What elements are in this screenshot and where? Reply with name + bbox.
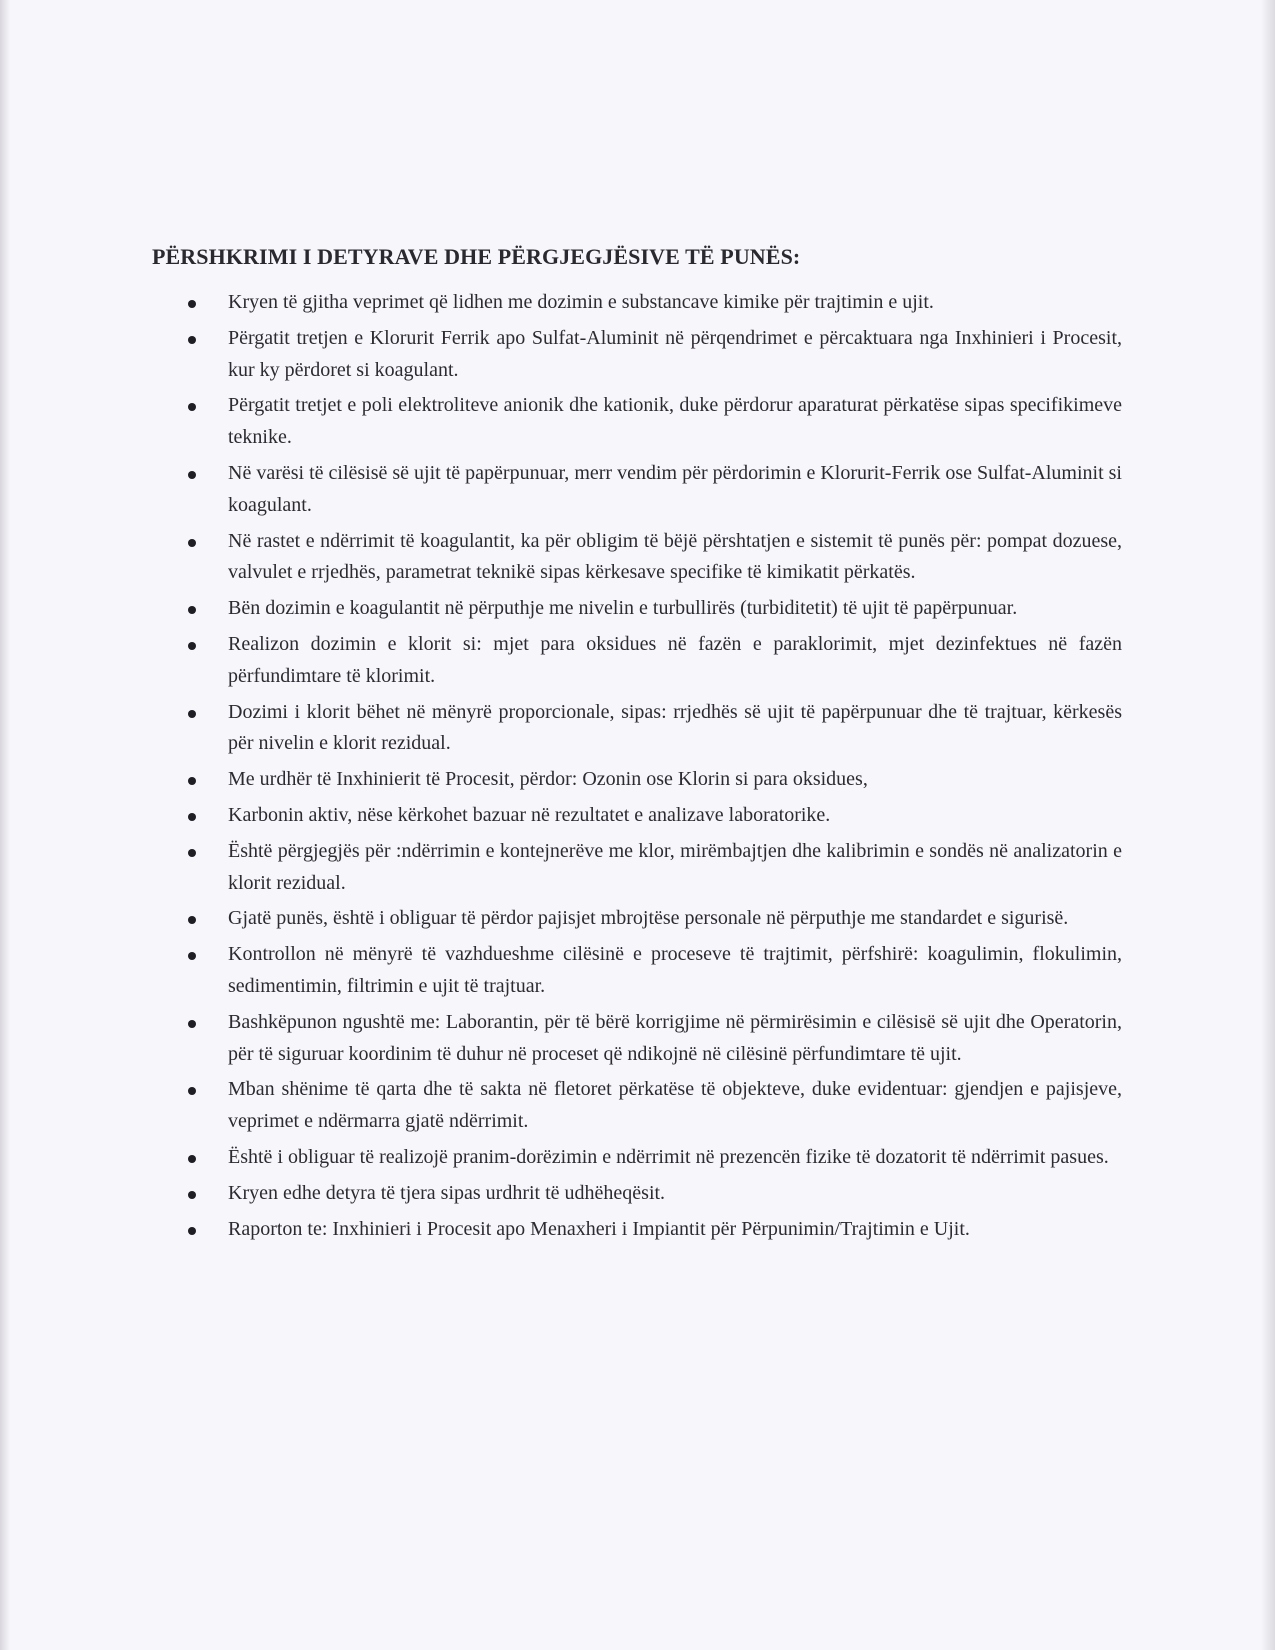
list-item <box>152 1142 1122 1174</box>
list-item-text: Dozimi i klorit bëhet në mënyrë proporcionale, sipas: rrjedhës së ujit të papërpunuar dhe të trajtuar, kërkesës për nivelin e klorit rezidual. <box>228 700 1122 755</box>
list-item-text: Në varësi të cilësisë së ujit të papërpunuar, merr vendim për përdorimin e Klorurit-Ferrik ose Sulfat-Aluminit si koagulant. <box>228 461 1122 516</box>
bullet-icon <box>188 710 196 718</box>
bullet-icon <box>188 642 196 650</box>
list-item <box>152 390 1122 454</box>
list-item <box>152 1074 1122 1138</box>
list-item-text: Raporton te: Inxhinieri i Procesit apo Menaxheri i Impiantit për Përpunimin/Trajtimin e Ujit. <box>228 1217 970 1240</box>
list-item <box>152 1007 1122 1071</box>
list-item-text: Realizon dozimin e klorit si: mjet para oksidues në fazën e paraklorimit, mjet dezinfektues në fazën përfundimtare të klorimit. <box>228 632 1122 687</box>
bullet-icon <box>188 300 196 308</box>
bullet-icon <box>188 606 196 614</box>
list-item-text: Mban shënime të qarta dhe të sakta në fletoret përkatëse të objekteve, duke evidentuar: gjendjen e pajisjeve, veprimet e ndërmarra gjatë ndërrimit. <box>228 1078 1122 1133</box>
list-item <box>152 903 1122 935</box>
list-item-text: Në rastet e ndërrimit të koagulantit, ka për obligim të bëjë përshtatjen e sistemit të punës për: pompat dozuese, valvulet e rrjedhës, parametrat teknikë sipas kërkesave specifike të kimikatit përkatës. <box>228 529 1122 584</box>
list-item-text: Bën dozimin e koagulantit në përputhje me nivelin e turbullirës (turbiditetit) të ujit të papërpunuar. <box>228 597 1018 620</box>
duties-list <box>152 287 1122 1245</box>
list-item <box>152 629 1122 693</box>
bullet-icon <box>188 403 196 411</box>
bullet-icon <box>188 1087 196 1095</box>
bullet-icon <box>188 1155 196 1163</box>
scan-shadow-right <box>1261 0 1275 1650</box>
bullet-icon <box>188 813 196 821</box>
list-item-text: Kryen të gjitha veprimet që lidhen me dozimin e substancave kimike për trajtimin e ujit. <box>228 291 934 313</box>
bullet-icon <box>188 1020 196 1028</box>
list-item <box>152 764 1122 796</box>
list-item <box>152 458 1122 522</box>
list-item-text: Është përgjegjës për :ndërrimin e kontejnerëve me klor, mirëmbajtjen dhe kalibrimin e sondës në analizatorin e klorit rezidual. <box>228 839 1122 894</box>
section-heading: PËRSHKRIMI I DETYRAVE DHE PËRGJEGJËSIVE TË PUNËS: <box>152 244 801 269</box>
list-item-text: Është i obliguar të realizojë pranim-dorëzimin e ndërrimit në prezencën fizike të dozatorit të ndërrimit pasues. <box>228 1145 1109 1168</box>
bullet-icon <box>188 1191 196 1199</box>
list-item <box>152 939 1122 1003</box>
list-item <box>152 287 1122 319</box>
bullet-icon <box>188 777 196 785</box>
list-item <box>152 1178 1122 1210</box>
list-item-text: Gjatë punës, është i obliguar të përdor pajisjet mbrojtëse personale në përputhje me standardet e sigurisë. <box>228 907 1069 930</box>
list-item <box>152 1214 1122 1246</box>
list-item-text: Me urdhër të Inxhinierit të Procesit, përdor: Ozonin ose Klorin si para oksidues, <box>228 768 868 791</box>
list-item-text: Kryen edhe detyra të tjera sipas urdhrit të udhëheqësit. <box>228 1181 666 1204</box>
list-item-text: Bashkëpunon ngushtë me: Laborantin, për të bërë korrigjime në përmirësimin e cilësisë së ujit dhe Operatorin, për të siguruar koordinim të duhur në proceset që ndikojnë në cilësinë përfundimtare të ujit. <box>228 1010 1122 1065</box>
list-item-text: Përgatit tretjet e poli elektroliteve anionik dhe kationik, duke përdorur aparaturat përkatëse sipas specifikimeve teknike. <box>228 394 1122 449</box>
bullet-icon <box>188 539 196 547</box>
bullet-icon <box>188 849 196 857</box>
list-item <box>152 526 1122 590</box>
bullet-icon <box>188 471 196 479</box>
list-item <box>152 800 1122 832</box>
bullet-icon <box>188 952 196 960</box>
list-item-text: Përgatit tretjen e Klorurit Ferrik apo Sulfat-Aluminit në përqendrimet e përcaktuara nga Inxhinieri i Procesit, kur ky përdoret si koagulant. <box>228 326 1122 381</box>
list-item-text: Kontrollon në mënyrë të vazhdueshme cilësinë e proceseve të trajtimit, përfshirë: koagulimin, flokulimin, sedimentimin, filtrimin e ujit të trajtuar. <box>228 943 1122 997</box>
list-item <box>152 697 1122 761</box>
bullet-icon <box>188 336 196 344</box>
list-item <box>152 836 1122 900</box>
list-item <box>152 323 1122 387</box>
scan-shadow-left <box>0 0 10 1650</box>
bullet-icon <box>188 1227 196 1235</box>
document-page <box>152 244 1122 1249</box>
list-item-text: Karbonin aktiv, nëse kërkohet bazuar në rezultatet e analizave laboratorike. <box>228 803 831 826</box>
bullet-icon <box>188 916 196 924</box>
list-item <box>152 593 1122 625</box>
